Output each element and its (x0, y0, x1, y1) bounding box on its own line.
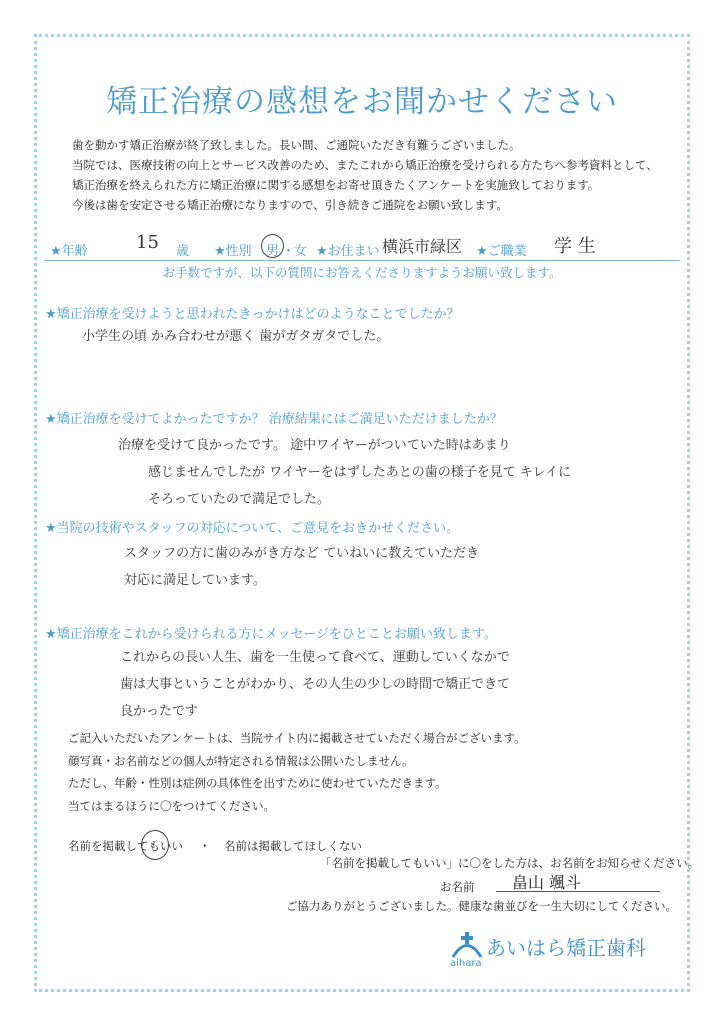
occupation-value: 学 生 (554, 236, 596, 257)
sex-label: ★性別 (214, 244, 252, 259)
selection-circle (261, 234, 284, 258)
age-value: 15 (136, 232, 159, 253)
sex-separator: ・ (282, 244, 296, 259)
answer-line: そろっていたので満足でした。 (148, 492, 331, 507)
answer-2 (118, 432, 571, 513)
answer-line: 対応に満足しています。 (124, 573, 266, 588)
thanks-text: ご協力ありがとうございました。健康な歯並びを一生大切にしてください。 (286, 899, 677, 913)
note-line: ただし、年齢・性別は症例の具体性を出すために使わせていただきます。 (68, 776, 447, 790)
clinic-logo-icon (450, 930, 484, 960)
age-label: ★年齢 (50, 244, 88, 259)
answer-line: 小学生の頃 かみ合わせが悪く 歯がガタガタでした。 (82, 329, 390, 344)
question-1: ★矯正治療を受けようと思われたきっかけはどのようなことでしたか？ (45, 307, 460, 322)
instruction-text: お手数ですが、以下の質問にお答えくださりますようお願い致します。 (162, 265, 562, 280)
question-2: ★矯正治療を受けてよかったですか？ 治療結果にはご満足いただけましたか？ (45, 412, 503, 427)
answer-line: 感じませんでしたが ワイヤーをはずしたあとの歯の様子を見て キレイに (148, 465, 572, 480)
name-value: 畠山 颯斗 (512, 873, 582, 892)
intro-line: 当院では、医療技術の向上とサービス改善のため、またこれから矯正治療を受けられる方たちへ参考資料として、 (72, 158, 658, 172)
privacy-notes (68, 727, 526, 817)
respondent-info-row (44, 230, 680, 261)
name-request-text: 「名前を掲載してもいい」に〇をした方は、お名前をお知らせください。 (320, 856, 700, 870)
answer-line: 治療を受けて良かったです。 途中ワイヤーがついていた時はあまり (118, 438, 511, 453)
clinic-logo (448, 928, 668, 973)
answer-line: 歯は大事ということがわかり、その人生の少しの時間で矯正できて (120, 677, 511, 692)
note-line: 顔写真・お名前などの個人が特定される情報は公開いたしません。 (68, 753, 414, 768)
clinic-subname: aihara (450, 958, 482, 969)
address-value: 横浜市緑区 (382, 237, 463, 256)
answer-line: スタッフの方に歯のみがき方など ていねいに教えていただき (124, 546, 480, 561)
sex-male: 男 (266, 244, 280, 259)
intro-line: 今後は歯を安定させる矯正治療になりますので、引き続きご通院をお願い致します。 (72, 198, 508, 212)
intro-line: 矯正治療を終えられた方に矯正治療に関する感想をお寄せ頂きたくアンケートを実施致しております。 (72, 178, 600, 192)
answer-4 (120, 644, 510, 725)
name-label: お名前 (440, 880, 475, 894)
intro-text (72, 135, 672, 215)
answer-1 (82, 323, 389, 350)
clinic-name: あいはら矯正歯科 (486, 936, 646, 960)
note-line: 当てはまるほうに〇をつけてください。 (68, 798, 275, 813)
age-unit: 歳 (176, 244, 190, 259)
option-no-publish-name: 名前は掲載してほしくない (224, 839, 362, 853)
occupation-label: ★ご職業 (476, 244, 527, 259)
note-line: ご記入いただいたアンケートは、当院サイト内に掲載させていただく場合がございます。 (68, 731, 526, 745)
answer-3 (124, 540, 479, 594)
sex-female: 女 (294, 244, 308, 259)
address-label: ★お住まい (316, 244, 380, 259)
answer-line: これからの長い人生、歯を一生使って食べて、運動していくなかで (120, 650, 510, 665)
option-publish-name: 名前を掲載してもいい (68, 839, 183, 853)
answer-line: 良かったです (120, 704, 199, 719)
selection-circle (141, 830, 169, 860)
option-separator: ・ (199, 839, 211, 853)
page-title: 矯正治療の感想をお聞かせください (106, 84, 618, 120)
intro-line: 歯を動かす矯正治療が終了致しました。長い間、ご通院いただき有難うございました。 (72, 138, 521, 152)
question-3: ★当院の技術やスタッフの対応について、ご意見をおきかせください。 (45, 521, 460, 536)
question-4: ★矯正治療をこれから受けられる方にメッセージをひとことお願い致します。 (45, 627, 497, 642)
